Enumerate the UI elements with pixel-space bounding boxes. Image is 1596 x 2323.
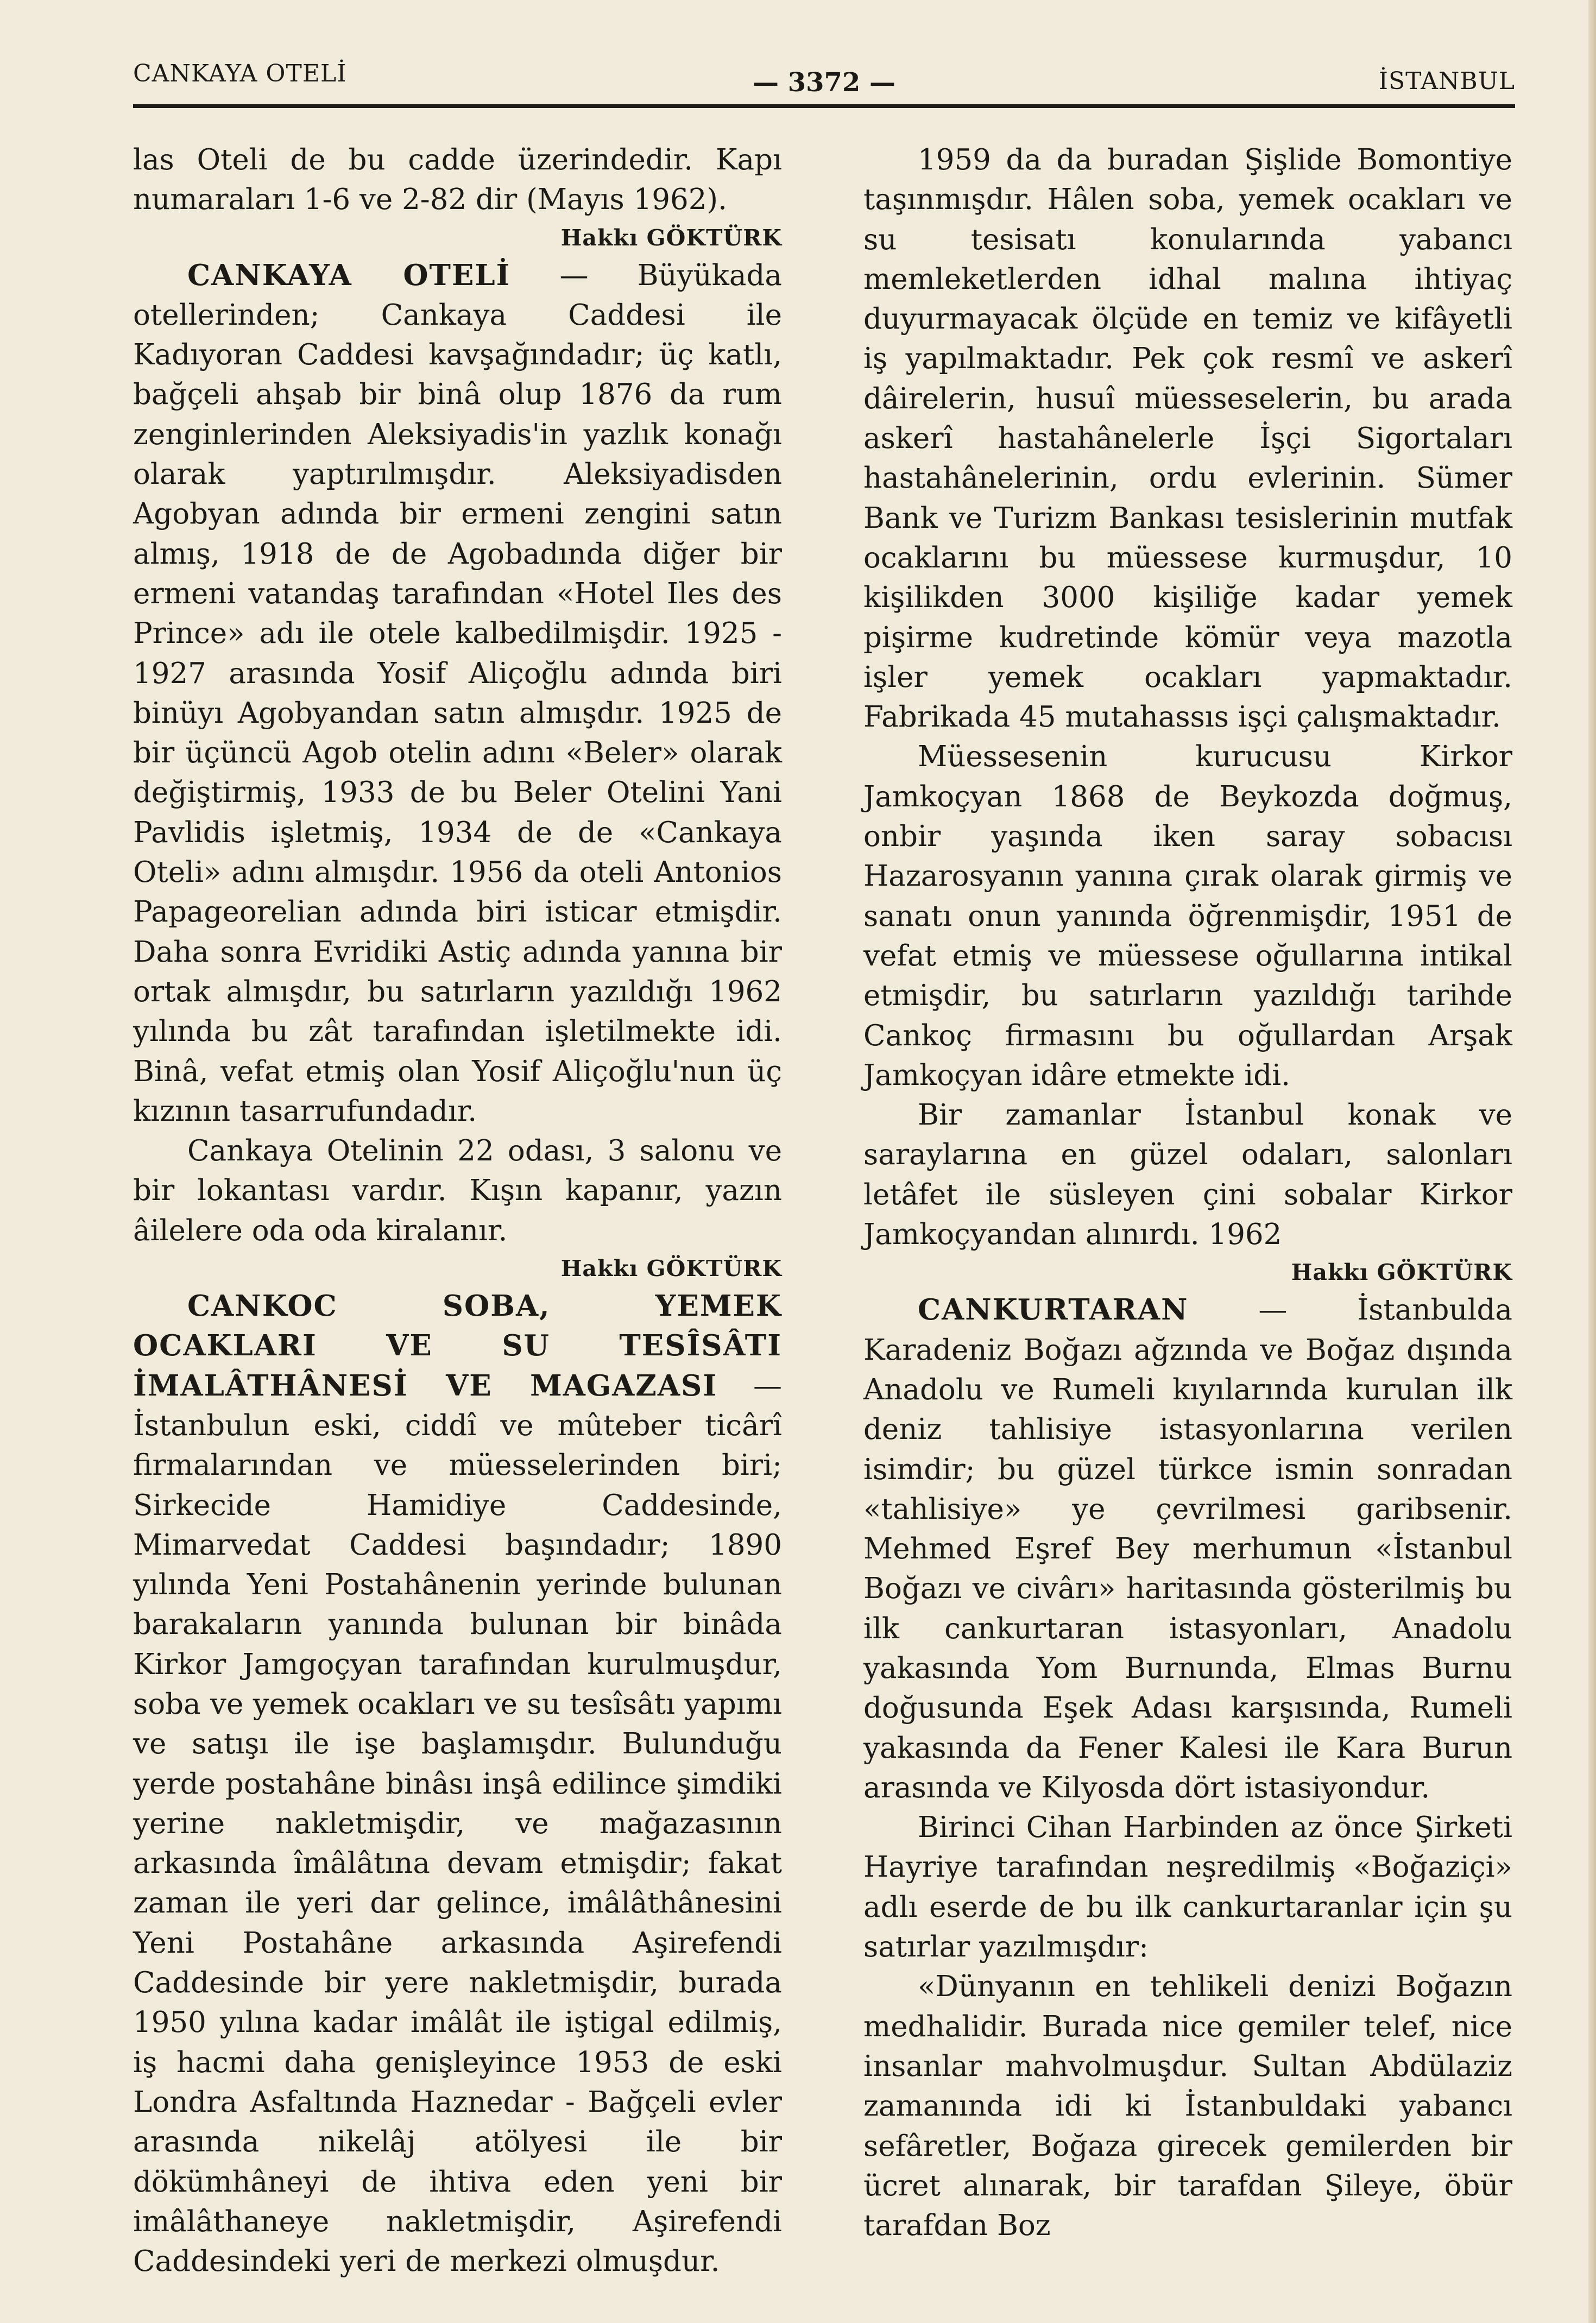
author-signature: Hakkı GÖKTÜRK (560, 224, 782, 251)
entry-text: — İstanbulun eski, ciddî ve mûteber ticârî firmalarından ve müesselerinden biri; Sirkecide Hamidiye Caddesinde, Mimarvedat Caddesi başındadır; 1890 yılında Yeni Postahânenin yerinde bulunan barakaların yanında bulunan bir binâda Kirkor Jamgoçyan tarafından kurulmuşdur, soba ve yemek ocakları ve su tesîsâtı yapımı ve satışı ile işe başlamışdır. Bulunduğu yerde postahâne binâsı inşâ edilince şimdiki yerine nakletmişdir, ve mağazasının arkasında îmâlâtına devam etmişdir; fakat zaman ile yeri dar gelince, imâlâthânesini Yeni Postahâne arkasında Aşirefendi Caddesinde bir yere nakletmişdir, burada 1950 yılına kadar imâlât ile iştigal edilmiş, iş hacmi daha genişleyince 1953 de eski Londra Asfaltında Haznedar - Bağçeli evler arasında nikelâj atölyesi ile bir dökümhâneyi de ihtiva eden yeni bir imâlâthaneye nakletmişdir, Aşirefendi Caddesindeki yeri de merkezi olmuşdur. (133, 1369, 782, 2278)
running-title-left: CANKAYA OTELİ (133, 60, 347, 87)
running-title-right: İSTANBUL (1378, 67, 1515, 95)
page-number: — 3372 — (752, 67, 895, 98)
paragraph: Cankaya Otelinin 22 odası, 3 salonu ve bir lokantası vardır. Kışın kapanır, yazın âilelere oda oda kiralanır. (133, 1134, 782, 1247)
paragraph: Bir zamanlar İstanbul konak ve saraylarına en güzel odaları, salonları letâfet ile süsleyen çini sobalar Kirkor Jamkoçyandan alınırdı. 1962 (863, 1099, 1512, 1252)
entry-paragraph (133, 256, 782, 1132)
entry-text: — Büyükada otellerinden; Cankaya Caddesi ile Kadıyoran Caddesi kavşağındadır; üç katlı, bağçeli ahşab bir binâ olup 1876 da rum zenginlerinden Aleksiyadis'in yazlık konağı olarak yaptırılmışdır. Aleksiyadisden Agobyan adında bir ermeni zengini satın almış, 1918 de de Agobadında diğer bir ermeni vatandaş tarafından «Hotel Iles des Prince» adı ile otele kalbedilmişdir. 1925 - 1927 arasında Yosif Aliçoğlu adında biri binüyı Agobyandan satın almışdır. 1925 de bir üçüncü Agob otelin adını «Beler» olarak değiştirmiş, 1933 de bu Beler Otelini Yani Pavlidis işletmiş, 1934 de de «Cankaya Oteli» adını almışdır. 1956 da oteli Antonios Papageorelian adında biri isticar etmişdir. Daha sonra Evridiki Astiç adında yanına bir ortak almışdır, bu satırların yazıldığı 1962 yılında bu zât tarafından işletilmekte idi. Binâ, vefat etmiş olan Yosif Aliçoğlu'nun üç kızının tasarrufundadır. (133, 258, 782, 1128)
entry-text: — İstanbulda Karadeniz Boğazı ağzında ve Boğaz dışında Anadolu ve Rumeli kıyılarında kurulan ilk deniz tahlisiye istasyonlarına verilen isimdir; bu güzel türkce ismin sonradan «tahlisiye» ye çevrilmesi garibsenir. Mehmed Eşref Bey merhumun «İstanbul Boğazı ve civârı» haritasında gösterilmiş bu ilk cankurtaran istasyonları, Anadolu yakasında Yom Burnunda, Elmas Burnu doğusunda Eşek Adası karşısında, Rumeli yakasında da Fener Kalesi ile Kara Burun arasında ve Kilyosda dört istasiyondur. (863, 1293, 1512, 1804)
page-edge (1588, 0, 1596, 2323)
entry-headword: CANKAYA OTELİ (187, 258, 511, 292)
quotation-paragraph: «Dünyanın en tehlikeli denizi Boğazın medhalidir. Burada nice gemiler telef, nice insanlar mahvolmuşdur. Sultan Abdülaziz zamanında idi ki İstanbuldaki yabancı sefâretler, Boğaza girecek gemilerden bir ücret alınarak, bir tarafdan Şileye, öbür tarafdan Boz (863, 1970, 1512, 2243)
page-header (133, 54, 1515, 103)
entry-paragraph (133, 1286, 782, 2281)
right-column (863, 140, 1512, 2245)
paragraph: 1959 da da buradan Şişlide Bomontiye taşınmışdır. Hâlen soba, yemek ocakları ve su tesisatı konularında yabancı memleketlerden idhal malına ihtiyaç duyurmayacak ölçüde en temiz ve kifâyetli iş yapılmaktadır. Pek çok resmî ve askerî dâirelerin, husuî müesseselerin, bu arada askerî hastahânelerle İşçi Sigortaları hastahânelerinin, ordu evlerinin. Sümer Bank ve Turizm Bankası tesislerinin mutfak ocaklarını bu müessese kurmuşdur, 10 kişilikden 3000 kişiliğe kadar yemek pişirme kudretinde kömür veya mazotla işler yemek ocakları yapmaktadır. Fabrikada 45 mutahassıs işçi çalışmaktadır. (863, 143, 1512, 734)
header-rule (133, 104, 1515, 108)
paragraph: Birinci Cihan Harbinden az önce Şirketi Hayriye tarafından neşredilmiş «Boğaziçi» adlı eserde de bu ilk cankurtaranlar için şu satırlar yazılmışdır: (863, 1811, 1512, 1964)
paragraph: las Oteli de bu cadde üzerindedir. Kapı numaraları 1-6 ve 2-82 dir (Mayıs 1962). (133, 143, 782, 217)
entry-headword: CANKURTARAN (918, 1293, 1189, 1327)
author-signature: Hakkı GÖKTÜRK (560, 1255, 782, 1282)
entry-headword: CANKOC SOBA, YEMEK OCAKLARI VE SU TESÎSÂTI İMALÂTHÂNESİ VE MAGAZASI (133, 1289, 782, 1403)
author-signature: Hakkı GÖKTÜRK (1291, 1259, 1512, 1286)
left-column (133, 140, 782, 2281)
paragraph: Müessesenin kurucusu Kirkor Jamkoçyan 1868 de Beykozda doğmuş, onbir yaşında iken saray sobacısı Hazarosyanın yanına çırak olarak girmiş ve sanatı onun yanında öğrenmişdir, 1951 de vefat etmiş ve müessese oğullarına intikal etmişdir, bu satırların yazıldığı tarihde Cankoç firmasını bu oğullardan Arşak Jamkoçyan idâre etmekte idi. (863, 740, 1512, 1092)
entry-paragraph (863, 1290, 1512, 1808)
